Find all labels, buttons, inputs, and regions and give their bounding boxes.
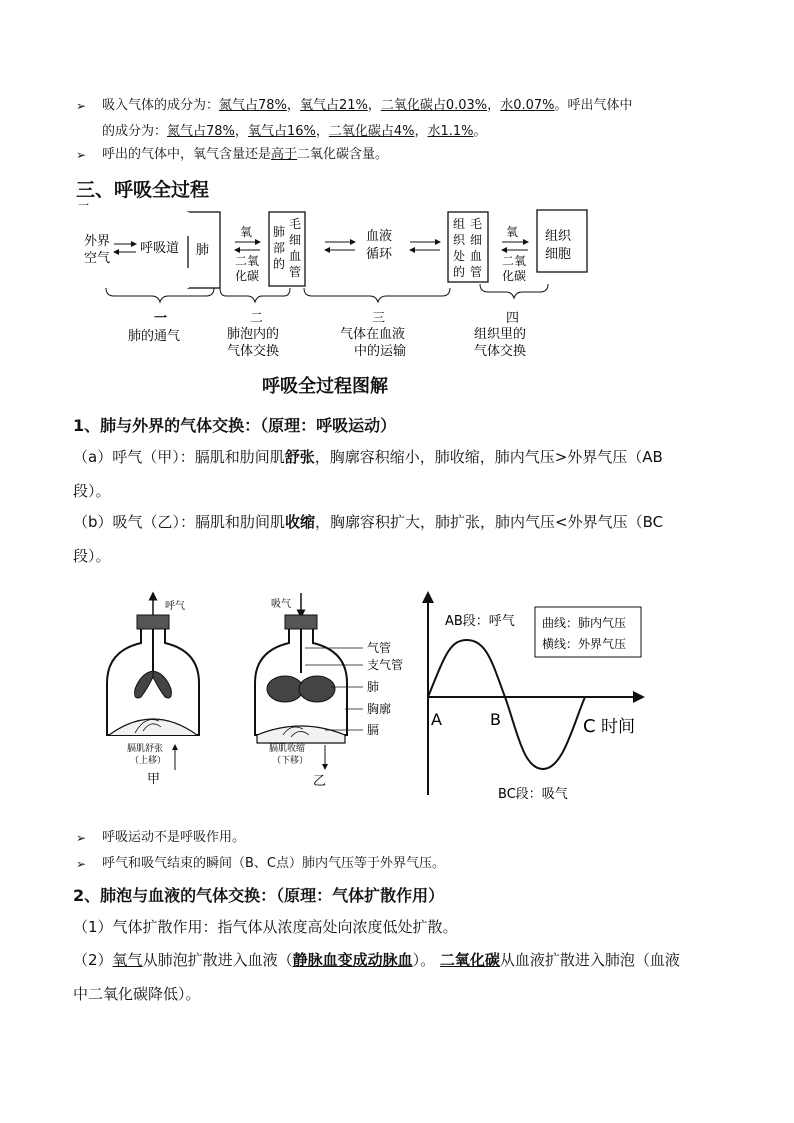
txt: 的: [273, 257, 286, 271]
stage-1-num: 一: [154, 311, 168, 326]
legend-curve: 曲线：肺内气压: [542, 616, 627, 630]
pressure-curve: [428, 640, 585, 769]
diffusion-paragraph: （2）氧气从肺泡扩散进入血液（静脉血变成动脉血）。 二氧化碳从血液扩散进入肺泡（血液 中二氧化碳降低）。: [73, 951, 680, 1003]
inhaled-composition-bullet: ➢ 吸入气体的成分为：氮气占78%，氧气占21%，二氧化碳占0.03%，水0.07%。呼出气体中 的成分为：氮气占78%，氧气占16%，二氧化碳占4%，水1.1%。: [102, 93, 732, 145]
flow-dash: 一: [78, 200, 89, 212]
stage-3-num: 三: [372, 311, 386, 326]
txt: 细: [289, 233, 302, 247]
stage-2-num: 二: [250, 311, 264, 326]
jar-name: 甲: [147, 772, 161, 787]
stage-2-label-2: 气体交换: [227, 344, 280, 359]
subsection-1-title: 1、肺与外界的气体交换：（原理：呼吸运动）: [73, 416, 397, 435]
stage-1-label: 肺的通气: [128, 329, 181, 344]
inhale-label: 吸气: [271, 599, 291, 610]
part-thorax: 胸廓: [367, 702, 392, 716]
txt: 毛: [289, 217, 302, 231]
gas2-co2a: 二氧: [502, 254, 527, 268]
diaphragm-membrane: [257, 726, 345, 743]
exhaled-note-bullet: ➢ 呼出的气体中，氧气含量还是高于二氧化碳含量。: [102, 142, 732, 168]
ab-label: AB段：呼气: [445, 614, 515, 629]
subsection-2-title: 2、肺泡与血液的气体交换：（原理：气体扩散作用）: [73, 886, 445, 905]
tissue-capillary-text: [453, 217, 482, 279]
alveoli-capillary-text: [273, 217, 301, 279]
bullet-arrow-icon: ➢: [76, 99, 87, 113]
lung-balloon-right: [153, 671, 171, 698]
section-title: 三、呼吸全过程: [76, 179, 210, 201]
jar-inhale: [255, 593, 403, 789]
lung-balloon-right: [299, 676, 335, 702]
brace-stage-1: [106, 288, 214, 302]
gas2-co2b: 化碳: [502, 269, 527, 283]
legend-line: 横线：外界气压: [542, 637, 627, 651]
txt: 毛: [470, 217, 483, 231]
txt: 血: [289, 249, 302, 263]
blood-label: 血液: [366, 229, 393, 244]
point-b: B: [490, 710, 501, 729]
outside-air-label-2: 空气: [84, 251, 111, 266]
stage-4-num: 四: [506, 311, 520, 326]
diaphragm-move: （下移）: [272, 756, 309, 766]
jar-name: 乙: [313, 774, 327, 789]
stage-2-label: 肺泡内的: [227, 327, 280, 342]
txt: 织: [453, 233, 466, 247]
txt: 管: [470, 265, 483, 279]
tissue-label: 组织: [545, 229, 572, 244]
cell-label: 细胞: [545, 247, 572, 262]
brace-stage-3: [304, 288, 450, 302]
jar-stopper: [137, 615, 169, 629]
stage-3-label-2: 中的运输: [354, 344, 407, 359]
txt: 细: [470, 233, 483, 247]
bullet-arrow-icon: ➢: [76, 857, 87, 871]
txt: 管: [289, 265, 302, 279]
bc-label: BC段：吸气: [498, 787, 568, 802]
txt: 组: [453, 217, 466, 231]
part-diaphragm: 膈: [367, 723, 380, 737]
stage-3-label: 气体在血液: [340, 327, 406, 342]
brace-stage-4: [480, 284, 548, 298]
part-bronchus: 支气管: [367, 658, 404, 672]
diagram-caption: 呼吸全过程图解: [262, 376, 388, 397]
diaphragm-membrane: [109, 719, 197, 735]
txt: 肺: [273, 225, 286, 239]
point-a: A: [431, 710, 442, 729]
bullet-arrow-icon: ➢: [76, 148, 87, 162]
part-trachea: 气管: [367, 641, 392, 655]
txt: 处: [453, 249, 466, 263]
pressure-graph: [428, 593, 643, 802]
diaphragm-move: （上移）: [130, 756, 167, 766]
stage-4-label: 组织里的: [474, 327, 527, 342]
diaphragm-state: 膈肌舒张: [127, 744, 164, 754]
txt: 血: [470, 249, 483, 263]
lung-label: 肺: [196, 243, 210, 258]
point-c: C: [583, 716, 596, 737]
txt: 部: [273, 241, 286, 255]
airway-label: 呼吸道: [140, 241, 180, 256]
gas1-o2: 氧: [240, 225, 253, 239]
lung-balloon-left: [135, 671, 153, 698]
bullet-arrow-icon: ➢: [76, 831, 87, 845]
respiration-flow-diagram: [70, 200, 630, 365]
breathing-figure: [95, 585, 655, 805]
note-1: ➢ 呼吸运动不是呼吸作用。: [102, 825, 245, 851]
exhale-label: 呼气: [165, 601, 185, 612]
stage-4-label-2: 气体交换: [474, 344, 527, 359]
diaphragm-state: 膈肌收缩: [269, 744, 306, 754]
gas1-co2a: 二氧: [235, 254, 260, 268]
diffusion-definition: （1）气体扩散作用：指气体从浓度高处向浓度低处扩散。: [73, 918, 458, 936]
gas1-co2b: 化碳: [235, 269, 260, 283]
x-label: 时间: [601, 717, 635, 737]
outside-air-label: 外界: [84, 234, 111, 249]
jar-stopper: [285, 615, 317, 629]
note-2: ➢ 呼气和吸气结束的瞬间（B、C点）肺内气压等于外界气压。: [102, 851, 445, 877]
gas2-o2: 氧: [506, 225, 519, 239]
circulation-label: 循环: [366, 247, 393, 262]
brace-stage-2: [220, 288, 290, 302]
jar-exhale: [107, 593, 199, 787]
part-lung: 肺: [367, 680, 380, 694]
lung-balloon-left: [267, 676, 303, 702]
txt: 的: [453, 265, 466, 279]
exhale-paragraph: （a）呼气（甲）：膈肌和肋间肌舒张，胸廓容积缩小，肺收缩，肺内气压>外界气压（AB 段）。: [73, 448, 663, 500]
inhale-paragraph: （b）吸气（乙）：膈肌和肋间肌收缩，胸廓容积扩大，肺扩张，肺内气压<外界气压（BC 段）。: [73, 513, 664, 565]
